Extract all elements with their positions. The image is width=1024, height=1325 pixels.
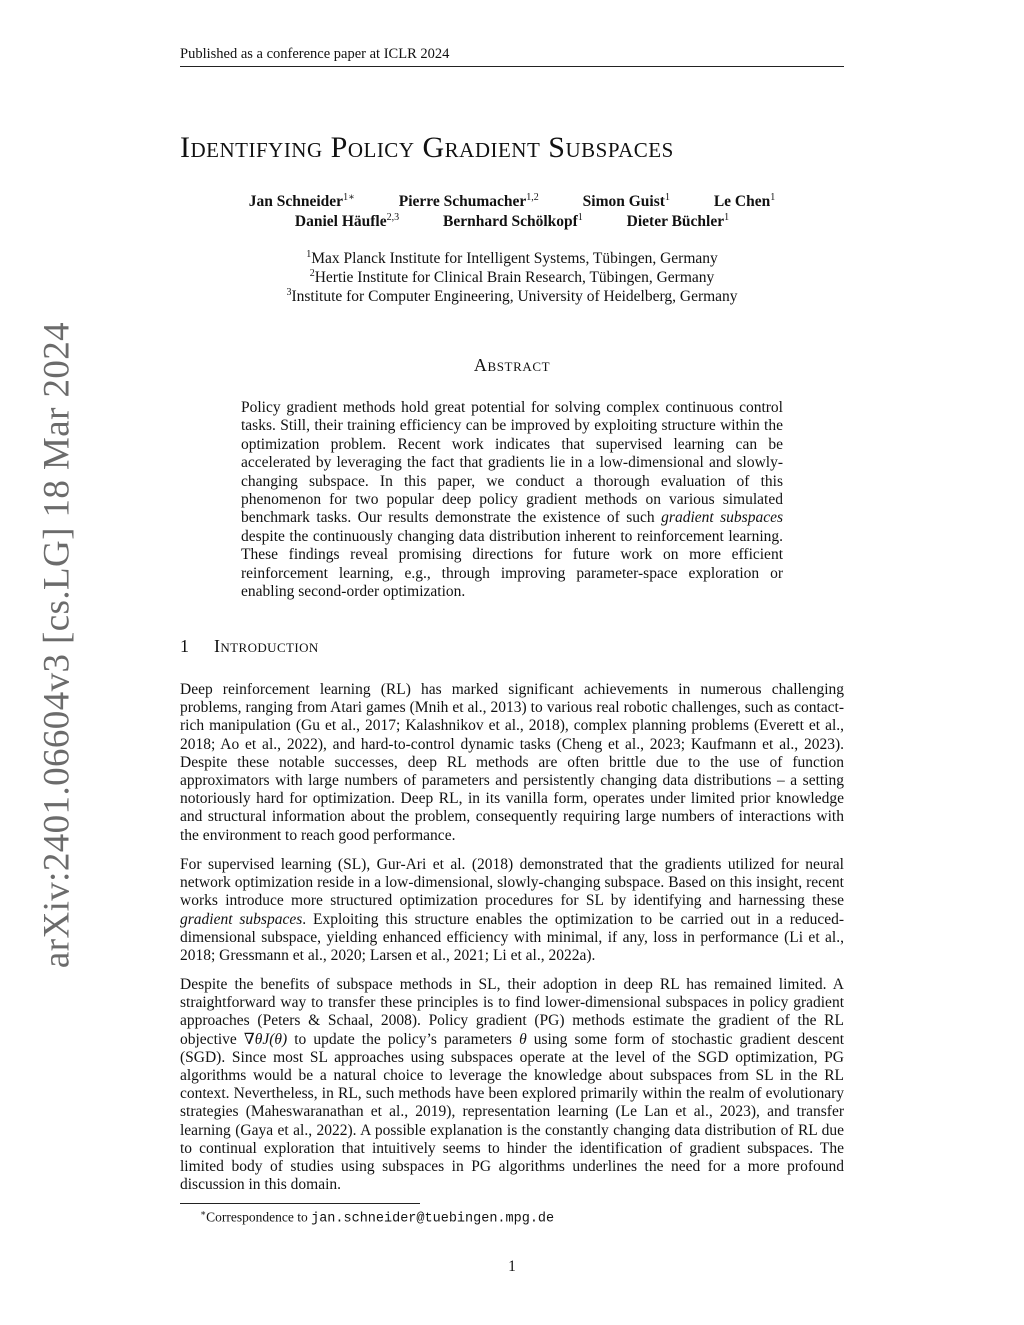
author: Dieter Büchler$^1$	[626, 212, 730, 231]
running-head: Published as a conference paper at ICLR 2024	[180, 46, 450, 62]
math-gradient-objective: ∇θJ(θ)	[243, 1030, 288, 1048]
author: Simon Guist$^1$	[582, 192, 670, 211]
footnote-rule	[180, 1203, 420, 1204]
affiliation: $^3$Institute for Computer Engineering, University of Heidelberg, Germany	[286, 287, 738, 306]
arxiv-identifier[interactable]: arXiv:2401.06604v3 [cs.LG] 18 Mar 2024	[36, 321, 78, 969]
abstract-text: Policy gradient methods hold great potential for solving complex continuous control tasks. Still, their training efficiency can be improved by exploiting structure within the optimization problem. Recent work indicates that supervised learning can be accelerated by leveraging the fact that gradients lie in a low-dimensional and slowly-changing subspace. In this paper, we conduct a thorough evaluation of this phenomenon for two popular deep policy gradient methods on various simulated benchmark tasks. Our results demonstrate the existence of such gradient subspaces despite the continuously changing data distribution inherent to reinforcement learning. These findings reveal promising directions for future work on more efficient reinforcement learning, e.g., through improving parameter-space exploration or enabling second-order optimization.	[241, 399, 783, 601]
affiliation: $^1$Max Planck Institute for Intelligent Systems, Tübingen, Germany	[306, 249, 718, 268]
author: Daniel Häufle$^{2,3}$	[294, 212, 400, 231]
paragraph: Despite the benefits of subspace methods in SL, their adoption in deep RL has remained limited. A straightforward way to transfer these principles is to find lower-dimensional subspaces in policy gradient approaches (Peters & Schaal, 2008). Policy gradient (PG) methods estimate the gradient of the RL objective ∇θJ(θ) to update the policy’s parameters θ using some form of stochastic gradient descent (SGD). Since most SL approaches using subspaces operate at the level of the SGD optimization, PG algorithms would be a natural choice to leverage the knowledge about subspaces from SL in the RL context. Nevertheless, in RL, such methods have been explored primarily within the realm of evolutionary strategies (Maheswaranathan et al., 2019), representation learning (Le Lan et al., 2023), and transfer learning (Gaya et al., 2022). A possible explanation is the constantly changing data distribution of RL due to continual exploration that intuitively seems to hinder the identification of gradient subspaces. The limited body of studies using subspaces in PG algorithms underlines the need for a more profound discussion in this domain.	[180, 976, 845, 1194]
section-heading-introduction: 1 Introduction	[180, 636, 319, 656]
paper-title: Identifying Policy Gradient Subspaces	[180, 131, 674, 164]
affiliation: $^2$Hertie Institute for Clinical Brain Research, Tübingen, Germany	[309, 268, 715, 287]
email-link[interactable]: jan.schneider@tuebingen.mpg.de	[311, 1211, 555, 1227]
author-list-row-1	[180, 192, 844, 211]
abstract-heading: Abstract	[473, 355, 551, 375]
page-number: 1	[508, 1258, 516, 1275]
author: Pierre Schumacher$^{1,2}$	[398, 192, 539, 211]
author: Bernhard Schölkopf$^1$	[443, 212, 583, 231]
header-rule	[180, 66, 844, 67]
author: Le Chen$^1$	[713, 192, 776, 211]
paragraph: Deep reinforcement learning (RL) has marked significant achievements in numerous challenging problems, ranging from Atari games (Mnih et al., 2013) to various real robotic challenges, such as contact-rich manipulation (Gu et al., 2017; Kalashnikov et al., 2018), complex planning problems (Everett et al., 2018; Ao et al., 2022), and hard-to-control dynamic tasks (Cheng et al., 2023; Kaufmann et al., 2023). Despite these notable successes, deep RL methods are often brittle due to the use of function approximators with large numbers of parameters and persistently changing data distributions – a setting notoriously hard for optimization. Deep RL, in its vanilla form, operates under limited prior knowledge and structural information about the problem, consequently requiring large numbers of interactions with the environment to reach good performance.	[180, 681, 844, 844]
math-theta: θ	[519, 1030, 527, 1048]
paragraph: For supervised learning (SL), Gur-Ari et al. (2018) demonstrated that the gradients utilized for neural network optimization reside in a low-dimensional, slowly-changing subspace. Based on this insight, recent works introduce more structured optimization procedures for SL by identifying and harnessing these gradient subspaces. Exploiting this structure enables the optimization to be carried out in a reduced-dimensional subspace, yielding enhanced efficiency with minimal, if any, loss in performance (Li et al., 2018; Gressmann et al., 2020; Larsen et al., 2021; Li et al., 2022a).	[180, 856, 844, 965]
author-list-row-2	[180, 212, 844, 231]
footnote: ∗Correspondence to jan.schneider@tuebingen.mpg.de	[200, 1208, 555, 1227]
author: Jan Schneider$^{1∗}$	[248, 192, 355, 211]
